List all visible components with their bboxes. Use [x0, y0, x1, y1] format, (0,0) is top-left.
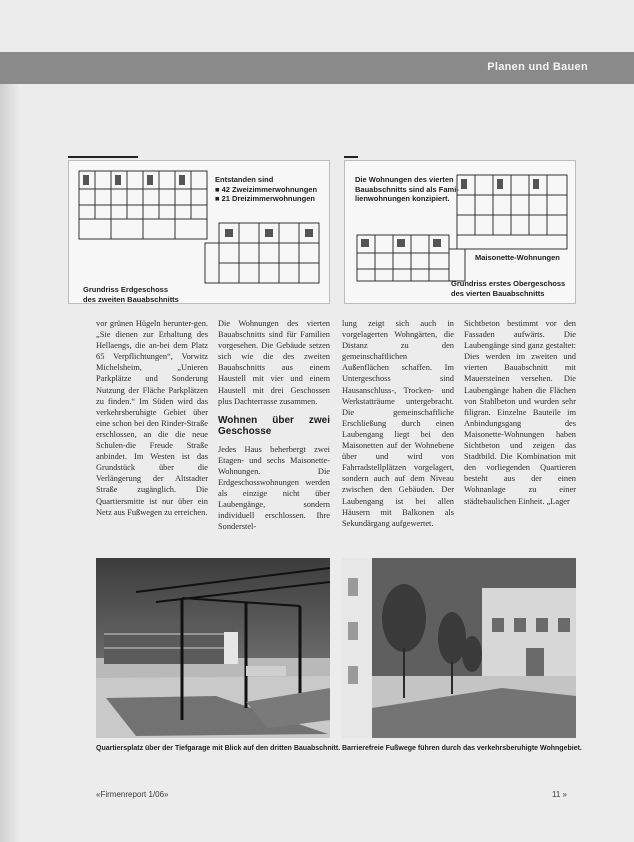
floor-plan-left	[68, 160, 330, 304]
photo-quarter-square	[96, 558, 330, 738]
plan-left-bullet-2: ■ 21 Dreizimmerwohnungen	[215, 194, 315, 203]
section-title: Planen und Bauen	[487, 61, 588, 73]
floor-plan-right	[344, 160, 576, 304]
article-column-2	[218, 318, 330, 533]
photo-quarter-square-image	[96, 558, 330, 738]
article-column-1-text: vor grünen Hügeln herunter-gen. „Sie dienen zur Erhaltung des Hellaengs, die an-bei dem Platz 65 Verpflichtungen“, Vorwitz Michelsheim, „Unieren Parkplätze und Sonderung Nutzung der Fläche Parkplätzen zu finden.“ Im Süden wird das verkehrsberuhigte Gebiet über eine schon bei den Rinder-Straße erschlossen, an die die neue Schulen-die Freude Straße anbindet. Im Westen ist das Grundstück über die Verlängerung der Altstadter Straße zugänglich. Die Quartiersmitte ist nur über ein Netz aus Fußwegen zu erreichen.	[96, 319, 208, 517]
photo-left-caption: Quartiersplatz über der Tiefgarage mit Blick auf den dritten Bauabschnitt.	[96, 745, 341, 752]
plan-left-rule	[68, 156, 138, 158]
plan-left-note	[215, 175, 317, 204]
page-gutter-shadow	[0, 84, 20, 842]
footer-publication: «Firmenreport 1/06»	[96, 790, 169, 799]
article-column-4	[464, 318, 576, 507]
section-header-band	[0, 52, 634, 84]
article-column-3	[342, 318, 454, 529]
photo-footpaths-image	[342, 558, 576, 738]
footer-page-number: 11 »	[552, 790, 567, 799]
photo-footpaths	[342, 558, 576, 738]
plan-right-label: Maisonette-Wohnungen	[475, 253, 560, 262]
plan-left-bullet-1: ■ 42 Zweizimmerwohnungen	[215, 184, 318, 194]
article-body	[96, 318, 576, 546]
article-column-2-intro: Die Wohnungen des vierten Bauabschnitts sind für Familien vorgesehen. Die Gebäude setzen sich wie die des zweiten Bauabschnitts aus einem Haustell mit vier und einem Haustell mit drei Geschossen plus Dachterrasse zusammen.	[218, 319, 330, 406]
article-column-1	[96, 318, 208, 518]
article-column-3-text: lung zeigt sich auch in vorgelagerten Wohngärten, die Distanz zu den gemeinschaftlichen Außenflächen schaffen. Im Untergeschoss sind Hausanschluss-, Trocken- und Werkstatträume untergebracht. Die gemeinschaftliche Erschließung durch einen Laubengang liegt bei den Maisonetten auf der Wohnebene über und wird von Fahrradstellplätzen vorgelagert, sondern auch auf dem Niveau zwischen den Gebäuden. Der Laubengang ist bei allen Häusern mit Balkonen als Sekundärgang aufgewertet.	[342, 319, 454, 528]
plan-right-caption: Grundriss erstes Obergeschoss des vierten Bauabschnitts	[451, 279, 566, 298]
plan-left-note-title: Entstanden sind	[215, 175, 274, 184]
plan-right-note: Die Wohnungen des vierten Bauabschnitts sind als Fami- lienwohnungen konzipiert.	[355, 175, 459, 203]
plan-left-caption: Grundriss Erdgeschoss des zweiten Bauabschnitts	[83, 285, 179, 304]
article-subheading: Wohnen über zwei Geschosse	[218, 414, 330, 438]
photo-right-caption: Barrierefreie Fußwege führen durch das verkehrsberuhigte Wohngebiet.	[342, 745, 582, 752]
article-column-2-body: Jedes Haus beherbergt zwei Etagen- und sechs Maisonette-Wohnungen. Die Erdgeschosswohnungen werden als einzige nicht über Laubengänge, sondern individuell erschlossen. Ihre Sonderstel-	[218, 444, 330, 532]
article-column-4-text: Sichtbeton bestimmt vor den Fassaden aufwärts. Die Laubengänge sind ganz gestaltet: Dies werden im zweiten und vierten Bauabschnitt mit Mauersteinen versehen. Die Laubengänge haben die Flächen von Stahlbeton und wurden sehr filigran. Einzelne Bauteile im Anbindungsgang des Maisonette-Wohnungen haben Sichtbeton und zeigen das Stadtbild. Die Kombination mit den vorliegenden Quartieren besteht aus der einen Wohnanlage zu einer städtebaulichen Einheit. „Lager	[464, 319, 576, 506]
plan-right-rule	[344, 156, 358, 158]
